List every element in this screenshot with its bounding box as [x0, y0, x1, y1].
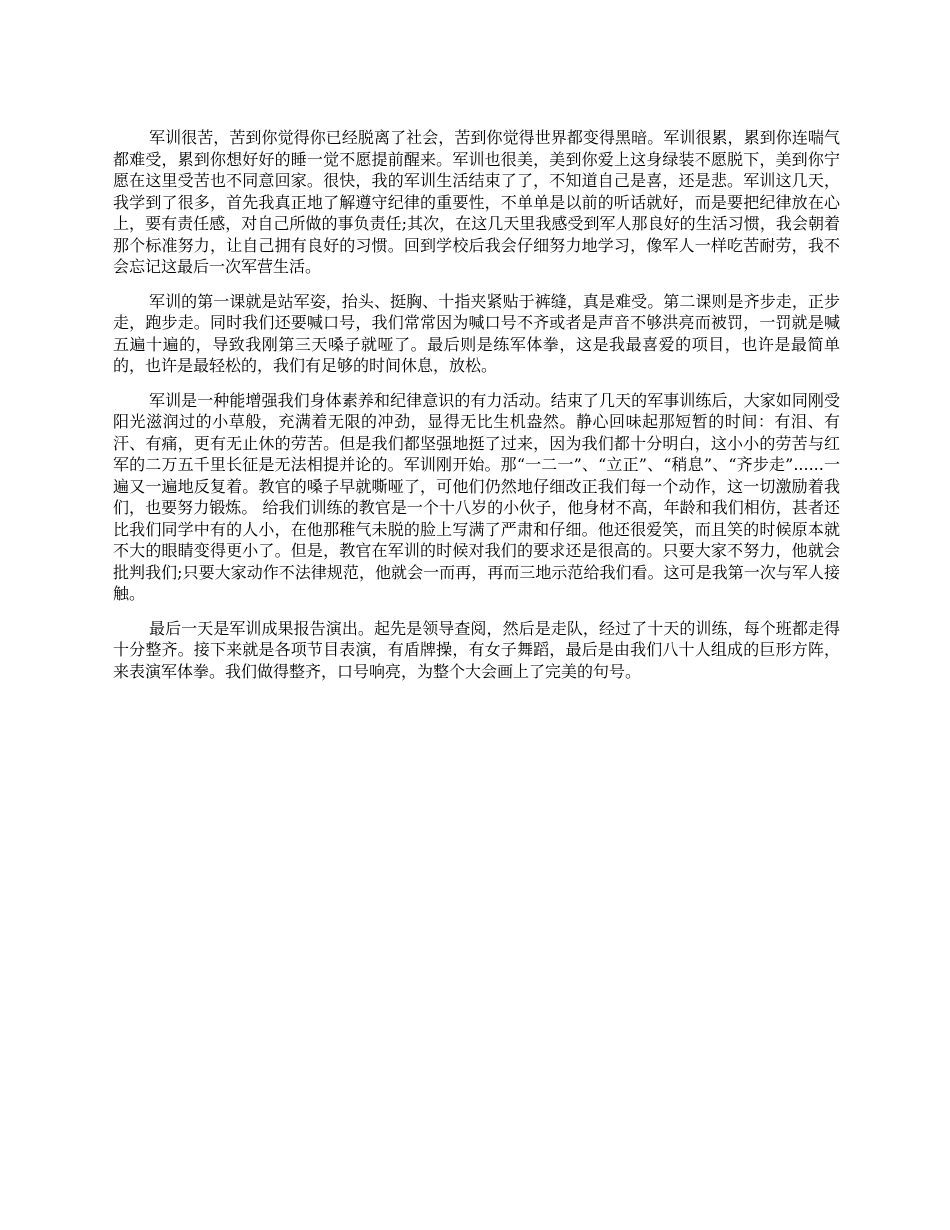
paragraph-4: 最后一天是军训成果报告演出。起先是领导查阅，然后是走队，经过了十天的训练，每个班都走得十分整齐。接下来就是各项节目表演，有盾牌操，有女子舞蹈，最后是由我们八十人组成的巨形方阵，来表演军体拳。我们做得整齐，口号响亮，为整个大会画上了完美的句号。 — [113, 618, 840, 681]
paragraph-1: 军训很苦，苦到你觉得你已经脱离了社会，苦到你觉得世界都变得黑暗。军训很累，累到你连喘气都难受，累到你想好好的睡一觉不愿提前醒来。军训也很美，美到你爱上这身绿装不愿脱下，美到你宁愿在这里受苦也不同意回家。很快，我的军训生活结束了了，不知道自己是喜，还是悲。军训这几天，我学到了很多，首先我真正地了解遵守纪律的重要性，不单单是以前的听话就好，而是要把纪律放在心上，要有责任感，对自己所做的事负责任;其次，在这几天里我感受到军人那良好的生活习惯，我会朝着那个标准努力，让自己拥有良好的习惯。回到学校后我会仔细努力地学习，像军人一样吃苦耐劳，我不会忘记这最后一次军营生活。 — [113, 128, 840, 276]
paragraph-3: 军训是一种能增强我们身体素养和纪律意识的有力活动。结束了几天的军事训练后，大家如同刚受阳光滋润过的小草般，充满着无限的冲劲，显得无比生机盎然。静心回味起那短暂的时间：有泪、有汗、有痛，更有无止休的劳苦。但是我们都坚强地挺了过来，因为我们都十分明白，这小小的劳苦与红军的二万五千里长征是无法相提并论的。军训刚开始。那“一二一”、“立正”、“稍息”、“齐步走”......一遍又一遍地反复着。教官的嗓子早就嘶哑了，可他们仍然地仔细改正我们每一个动作，这一切激励着我们，也要努力锻炼。 给我们训练的教官是一个十八岁的小伙子，他身材不高，年龄和我们相仿，甚者还比我们同学中有的人小，在他那稚气未脱的脸上写满了严肃和仔细。他还很爱笑，而且笑的时候原本就不大的眼睛变得更小了。但是，教官在军训的时候对我们的要求还是很高的。只要大家不努力，他就会批判我们;只要大家动作不法律规范，他就会一而再，再而三地示范给我们看。这可是我第一次与军人接触。 — [113, 390, 840, 603]
document-body — [113, 127, 840, 695]
paragraph-2: 军训的第一课就是站军姿，抬头、挺胸、十指夹紧贴于裤缝，真是难受。第二课则是齐步走，正步走，跑步走。同时我们还要喊口号，我们常常因为喊口号不齐或者是声音不够洪亮而被罚，一罚就是喊五遍十遍的，导致我刚第三天嗓子就哑了。最后则是练军体拳，这是我最喜爱的项目，也许是最简单的，也许是最轻松的，我们有足够的时间休息，放松。 — [113, 291, 840, 375]
